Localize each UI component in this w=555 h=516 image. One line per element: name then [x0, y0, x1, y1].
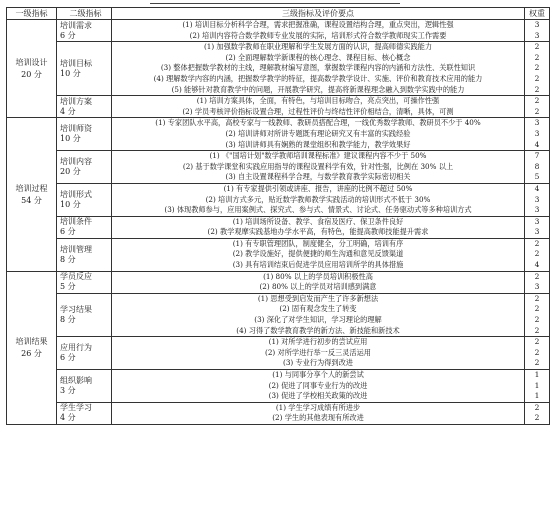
criteria-item: (3) 具有培训结束后促进学员应用培训所学的具体措施: [232, 260, 404, 270]
criteria-item: (1) 培训方案具体，全面，有特色，与培训目标吻合，亮点突出，可操作性强: [196, 96, 440, 106]
level2-score: 8 分: [60, 254, 76, 264]
table-row: [7, 42, 550, 96]
criteria-item: (4) 习得了数学教育教学的新方法、新技能和新技术: [236, 325, 400, 335]
criteria-item: (2) 教学设施好，提供便捷的师生沟通和意见反馈渠道: [232, 249, 404, 259]
criteria-item: (3) 深化了对学生知识，学习理论的理解: [254, 315, 382, 325]
criteria-item: (3) 培训讲师具有娴熟的课堂组织和教学能力，教学效果好: [225, 139, 411, 149]
weight-value: 3: [534, 20, 540, 29]
level2-score: 6 分: [60, 30, 76, 40]
level1-score: 54 分: [21, 195, 42, 205]
criteria-item: (1) 培训目标分析科学合理，需求把握准确，课程设置结构合理，重点突出，逻辑性强: [182, 20, 454, 29]
weight-value: 3: [534, 216, 540, 226]
weight-value: 1: [534, 380, 540, 390]
level2-score: 10 分: [60, 134, 81, 144]
weight-value: 2: [534, 271, 540, 281]
criteria-cell: [112, 271, 525, 293]
level2-name: 培训条件: [60, 217, 92, 227]
header-level1: 一级指标: [7, 8, 57, 20]
header-level2: 二级指标: [57, 8, 112, 20]
level2-cell: [57, 271, 112, 293]
criteria-item: (2) 学员考核评价指标设置合理，过程性评价与终结性评价相结合，清晰，具体，可测: [182, 106, 454, 116]
level2-score: 10 分: [60, 199, 81, 209]
criteria-item: (2) 全面理解数学新课程的核心理念、课程目标、核心概念: [225, 52, 411, 62]
level2-score: 20 分: [60, 167, 81, 177]
criteria-cell: [112, 183, 525, 216]
criteria-item: (4) 理解数学内容的内涵，把握数学教学的特征，提高数学教学设计、实施、评价和教育技术应用的能力: [153, 73, 483, 83]
level2-cell: [57, 293, 112, 336]
weight-value: 2: [534, 249, 540, 259]
table-row: [7, 293, 550, 336]
level1-cell: [7, 20, 57, 118]
criteria-item: (1) 《"国培计划"数学教师培训课程标准》建议课程内容不少于 50%: [209, 151, 427, 161]
weight-value: 2: [534, 293, 540, 303]
weight-value: 2: [534, 52, 540, 62]
weight-value: 2: [534, 413, 540, 423]
header-row: [7, 8, 550, 20]
level2-score: 5 分: [60, 282, 76, 292]
level2-score: 4 分: [60, 106, 76, 116]
weight-cell: [525, 370, 550, 403]
weight-value: 2: [534, 73, 540, 83]
table-row: [7, 20, 550, 42]
criteria-cell: [112, 238, 525, 271]
level2-score: 6 分: [60, 227, 76, 237]
weight-value: 3: [534, 205, 540, 215]
level1-name: 培训过程: [15, 183, 48, 193]
table-body: [7, 20, 550, 425]
level1-name: 培训结果: [15, 336, 48, 346]
weight-value: 3: [534, 194, 540, 204]
level2-cell: [57, 337, 112, 370]
criteria-item: (2) 教学观摩实践基地办学水平高，有特色，能提高教师技能提升需求: [207, 227, 429, 237]
level2-name: 学员反应: [60, 272, 92, 282]
weight-value: 5: [534, 172, 540, 182]
criteria-item: (1) 与同事分享个人的新尝试: [272, 370, 364, 379]
weight-value: 2: [534, 238, 540, 248]
criteria-cell: [112, 293, 525, 336]
weight-value: 2: [534, 304, 540, 314]
criteria-item: (2) 基于数学课堂和实践应用指导的课程设置科学有效，针对性强，比例在 30% 以上: [182, 161, 454, 171]
criteria-cell: [112, 370, 525, 403]
criteria-cell: [112, 402, 525, 424]
weight-cell: [525, 118, 550, 151]
criteria-item: (3) 体现教师参与，应用案例式、探究式、参与式、情景式、讨论式、任务驱动式等多种培训方式: [164, 205, 472, 215]
criteria-item: (1) 加强数学教师在职业理解和学生发展方面的认识，提高师德实践能力: [203, 42, 433, 52]
weight-value: 3: [534, 227, 540, 237]
weight-value: 3: [534, 118, 540, 128]
table-row: [7, 402, 550, 424]
level2-name: 培训师资: [60, 124, 92, 134]
level2-score: 3 分: [60, 385, 76, 395]
criteria-item: (1) 对所学进行初步的尝试应用: [268, 337, 368, 347]
weight-value: 4: [534, 260, 540, 270]
weight-value: 2: [534, 96, 540, 106]
criteria-cell: [112, 216, 525, 238]
weight-value: 4: [534, 139, 540, 149]
level2-name: 培训需求: [60, 20, 92, 30]
criteria-item: (2) 80% 以上的学员对培训感到满意: [259, 282, 377, 292]
level2-name: 学习结果: [60, 305, 92, 315]
header-weight: 权重: [525, 8, 550, 20]
table-row: [7, 151, 550, 184]
criteria-item: (2) 对所学进行举一反三灵活运用: [265, 347, 371, 357]
table-caption-rule: [150, 0, 400, 4]
level2-name: 培训方案: [60, 96, 92, 106]
table-row: [7, 96, 550, 118]
level1-score: 20 分: [21, 69, 42, 79]
weight-value: 8: [534, 161, 540, 171]
level2-cell: [57, 183, 112, 216]
weight-cell: [525, 42, 550, 96]
table-row: [7, 370, 550, 403]
criteria-item: (2) 学生的其他表现有所改进: [272, 413, 364, 423]
level2-name: 培训管理: [60, 244, 92, 254]
table-row: [7, 271, 550, 293]
weight-cell: [525, 96, 550, 118]
level2-name: 培训内容: [60, 157, 92, 167]
criteria-item: (1) 80% 以上的学员培训积极性高: [263, 271, 373, 281]
table-row: [7, 216, 550, 238]
weight-value: 3: [534, 30, 540, 40]
weight-cell: [525, 216, 550, 238]
criteria-item: (2) 培训内容符合数学教师专业发展的实际，培训形式符合数学教师现实工作需要: [189, 30, 447, 40]
criteria-item: (1) 有专职管理团队，制度健全，分工明确，培训有序: [232, 238, 404, 248]
criteria-item: (1) 专家团队水平高，高校专家与一线教师、教研员搭配合理，一线优秀数学教师、教研员不少于 40%: [155, 118, 481, 128]
weight-value: 3: [534, 128, 540, 138]
weight-value: 2: [534, 402, 540, 412]
evaluation-table: [6, 7, 550, 425]
level1-name: 培训设计: [15, 57, 48, 67]
criteria-cell: [112, 118, 525, 151]
weight-cell: [525, 183, 550, 216]
level2-name: 学生学习: [60, 403, 92, 413]
level1-cell: [7, 118, 57, 271]
criteria-cell: [112, 151, 525, 184]
weight-value: 2: [534, 337, 540, 347]
criteria-cell: [112, 20, 525, 42]
weight-cell: [525, 293, 550, 336]
level2-cell: [57, 238, 112, 271]
weight-value: 4: [534, 183, 540, 193]
criteria-item: (2) 培训讲师对所讲专题既有理论研究又有丰富的实践经验: [225, 128, 411, 138]
criteria-item: (3) 整体把握数学教材的主线，理解教材编写意图，掌握数学课程内容的内涵和方法性、关联性知识: [160, 63, 476, 73]
criteria-cell: [112, 42, 525, 96]
level2-cell: [57, 96, 112, 118]
criteria-cell: [112, 337, 525, 370]
level1-cell: [7, 271, 57, 424]
level2-cell: [57, 42, 112, 96]
weight-value: 2: [534, 315, 540, 325]
level2-score: 4 分: [60, 413, 76, 423]
weight-value: 2: [534, 42, 540, 52]
weight-value: 2: [534, 106, 540, 116]
weight-value: 2: [534, 347, 540, 357]
table-row: [7, 118, 550, 151]
weight-value: 2: [534, 325, 540, 335]
criteria-item: (1) 思想受到启发而产生了许多新想法: [257, 293, 379, 303]
criteria-item: (1) 学生学习成绩有所进步: [275, 402, 361, 412]
criteria-item: (1) 有专家提供引领或讲座、报告，讲座的比例不超过 50%: [223, 183, 413, 193]
level2-name: 培训目标: [60, 58, 92, 68]
weight-cell: [525, 20, 550, 42]
level2-name: 培训形式: [60, 189, 92, 199]
level2-score: 6 分: [60, 353, 76, 363]
header-level3: 三级指标及评价要点: [112, 8, 525, 20]
level2-cell: [57, 370, 112, 403]
weight-cell: [525, 238, 550, 271]
table-row: [7, 238, 550, 271]
weight-value: 7: [534, 151, 540, 161]
level2-score: 10 分: [60, 68, 81, 78]
weight-cell: [525, 337, 550, 370]
criteria-item: (3) 专业行为得到改进: [283, 358, 353, 368]
table-row: [7, 183, 550, 216]
criteria-cell: [112, 96, 525, 118]
level2-score: 8 分: [60, 315, 76, 325]
level2-cell: [57, 151, 112, 184]
criteria-item: (2) 固有观念发生了转变: [279, 304, 357, 314]
weight-value: 3: [534, 282, 540, 292]
level2-cell: [57, 118, 112, 151]
criteria-item: (3) 自主设置课程科学合理，与数学教育教学实际密切相关: [225, 172, 411, 182]
weight-cell: [525, 271, 550, 293]
level2-cell: [57, 402, 112, 424]
table-row: [7, 337, 550, 370]
weight-cell: [525, 402, 550, 424]
level2-cell: [57, 20, 112, 42]
criteria-item: (3) 促进了学校相关政策的改进: [268, 391, 368, 401]
weight-value: 1: [534, 391, 540, 401]
weight-cell: [525, 151, 550, 184]
weight-value: 2: [534, 84, 540, 94]
level2-name: 应用行为: [60, 343, 92, 353]
criteria-item: (5) 能够针对教育教学中的问题，开展教学研究，提高将新课程理念融入到数学实践中的能力: [171, 84, 465, 94]
criteria-item: (2) 培训方式多元，贴近数学教师教学实践活动的培训形式不低于 30%: [205, 194, 431, 204]
criteria-item: (1) 培训场所设备、教学、食宿及医疗、保卫条件良好: [232, 216, 404, 226]
weight-value: 2: [534, 63, 540, 73]
level1-score: 26 分: [21, 348, 42, 358]
criteria-item: (2) 促进了同事专业行为的改进: [268, 380, 368, 390]
weight-value: 1: [534, 370, 540, 379]
level2-cell: [57, 216, 112, 238]
weight-value: 2: [534, 358, 540, 368]
level2-name: 组织影响: [60, 375, 92, 385]
